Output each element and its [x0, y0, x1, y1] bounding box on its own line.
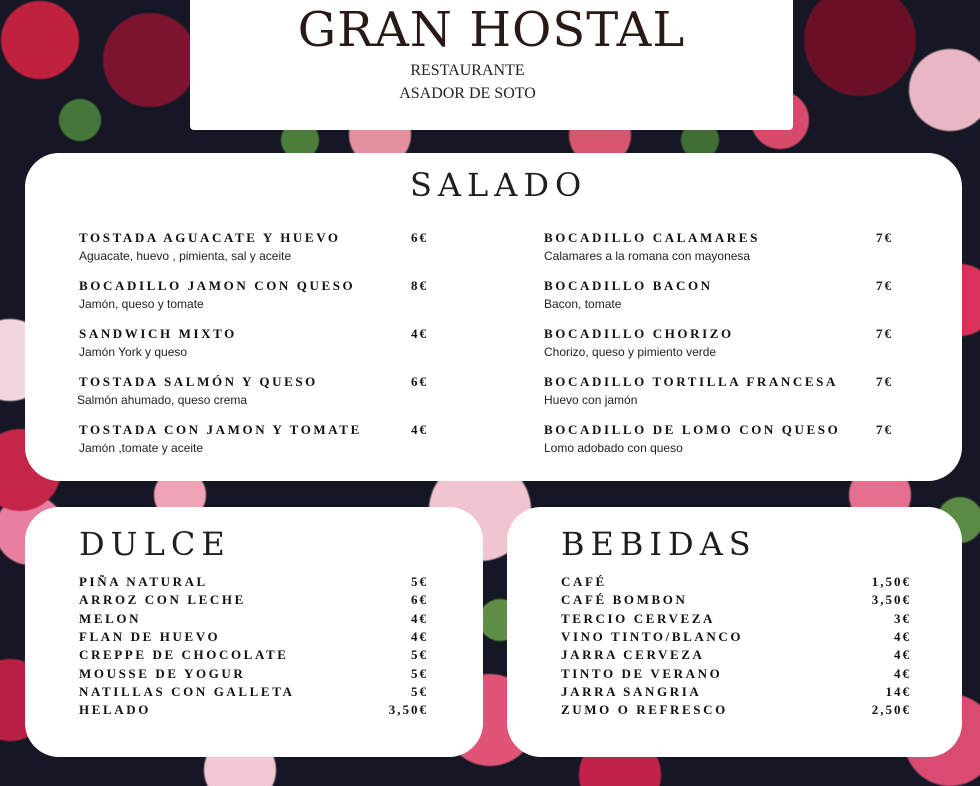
- bebidas-item-name: TINTO DE VERANO: [561, 665, 723, 681]
- salado-item-name: TOSTADA CON JAMON Y TOMATE: [79, 422, 362, 437]
- salado-item-description: Aguacate, huevo , pimienta, sal y aceite: [79, 249, 292, 263]
- salado-item-price: 7€: [876, 422, 893, 437]
- dulce-item-name: PIÑA NATURAL: [79, 574, 208, 589]
- dulce-item-price: 5€: [411, 574, 428, 589]
- bebidas-item-price: 3€: [894, 610, 911, 626]
- salado-item-description: Jamón York y queso: [79, 345, 188, 359]
- salado-item-description: Jamón, queso y tomate: [79, 297, 204, 311]
- salado-item-price: 6€: [411, 374, 428, 389]
- salado-item-description: Huevo con jamón: [544, 393, 638, 407]
- salado-item-price: 7€: [876, 278, 893, 293]
- salado-item-name: BOCADILLO CHORIZO: [544, 326, 734, 341]
- bebidas-item-price: 4€: [894, 665, 911, 681]
- bebidas-item-name: CAFÉ BOMBON: [561, 592, 688, 608]
- dulce-item-price: 4€: [411, 610, 428, 626]
- salado-item-description: Lomo adobado con queso: [544, 441, 683, 455]
- dulce-item-price: 5€: [411, 647, 428, 663]
- dulce-item-name: MOUSSE DE YOGUR: [79, 665, 246, 681]
- salado-item-description: Jamón ,tomate y aceite: [79, 441, 204, 455]
- bebidas-item-price: 4€: [894, 628, 911, 644]
- salado-item-price: 7€: [876, 326, 893, 341]
- salado-item-description: Bacon, tomate: [544, 297, 622, 311]
- bebidas-item-name: TERCIO CERVEZA: [561, 610, 716, 626]
- salado-item-name: BOCADILLO BACON: [544, 278, 713, 293]
- dulce-item-price: 4€: [411, 628, 428, 644]
- dulce-item-name: NATILLAS CON GALLETA: [79, 683, 295, 699]
- salado-item-price: 6€: [411, 230, 428, 245]
- salado-item-name: SANDWICH MIXTO: [79, 326, 237, 341]
- restaurant-location: ASADOR DE SOTO: [399, 85, 536, 102]
- salado-item-price: 4€: [411, 422, 428, 437]
- dulce-item-name: FLAN DE HUEVO: [79, 628, 221, 644]
- dulce-item-price: 5€: [411, 665, 428, 681]
- salado-item-name: BOCADILLO JAMON CON QUESO: [79, 278, 356, 293]
- bebidas-item-price: 14€: [885, 683, 911, 699]
- dulce-item-price: 3,50€: [388, 702, 428, 718]
- bebidas-item-name: JARRA CERVEZA: [561, 647, 705, 663]
- salado-item-description: Calamares a la romana con mayonesa: [544, 249, 751, 263]
- bebidas-item-name: CAFÉ: [561, 574, 607, 589]
- salado-item-price: 7€: [876, 230, 893, 245]
- salado-item-name: BOCADILLO CALAMARES: [544, 230, 760, 245]
- salado-item-name: BOCADILLO TORTILLA FRANCESA: [544, 374, 838, 389]
- salado-item-description: Salmón ahumado, queso crema: [77, 393, 248, 407]
- bebidas-item-name: ZUMO O REFRESCO: [561, 702, 728, 718]
- dulce-item-name: ARROZ CON LECHE: [79, 592, 246, 608]
- dulce-item-price: 5€: [411, 683, 428, 699]
- bebidas-title: BEBIDAS: [561, 525, 757, 563]
- bebidas-item-name: JARRA SANGRIA: [561, 683, 702, 699]
- bebidas-item-price: 2,50€: [871, 702, 911, 718]
- dulce-item-name: CREPPE DE CHOCOLATE: [79, 647, 289, 663]
- salado-title: SALADO: [410, 166, 588, 204]
- dulce-item-name: HELADO: [79, 702, 151, 718]
- bebidas-item-price: 1,50€: [871, 574, 911, 589]
- salado-item-price: 7€: [876, 374, 893, 389]
- salado-item-name: TOSTADA AGUACATE Y HUEVO: [79, 230, 341, 245]
- dulce-item-price: 6€: [411, 592, 428, 608]
- salado-item-price: 8€: [411, 278, 428, 293]
- salado-item-description: Chorizo, queso y pimiento verde: [544, 345, 717, 359]
- dulce-item-name: MELON: [79, 610, 142, 626]
- bebidas-item-name: VINO TINTO/BLANCO: [561, 628, 744, 644]
- dulce-title: DULCE: [79, 525, 231, 563]
- restaurant-brand: GRAN HOSTAL: [297, 2, 686, 58]
- salado-item-name: BOCADILLO DE LOMO CON QUESO: [544, 422, 841, 437]
- bebidas-item-price: 4€: [894, 647, 911, 663]
- bebidas-item-price: 3,50€: [871, 592, 911, 608]
- salado-item-price: 4€: [411, 326, 428, 341]
- restaurant-subtitle: RESTAURANTE: [410, 62, 525, 79]
- salado-item-name: TOSTADA SALMÓN Y QUESO: [79, 374, 318, 389]
